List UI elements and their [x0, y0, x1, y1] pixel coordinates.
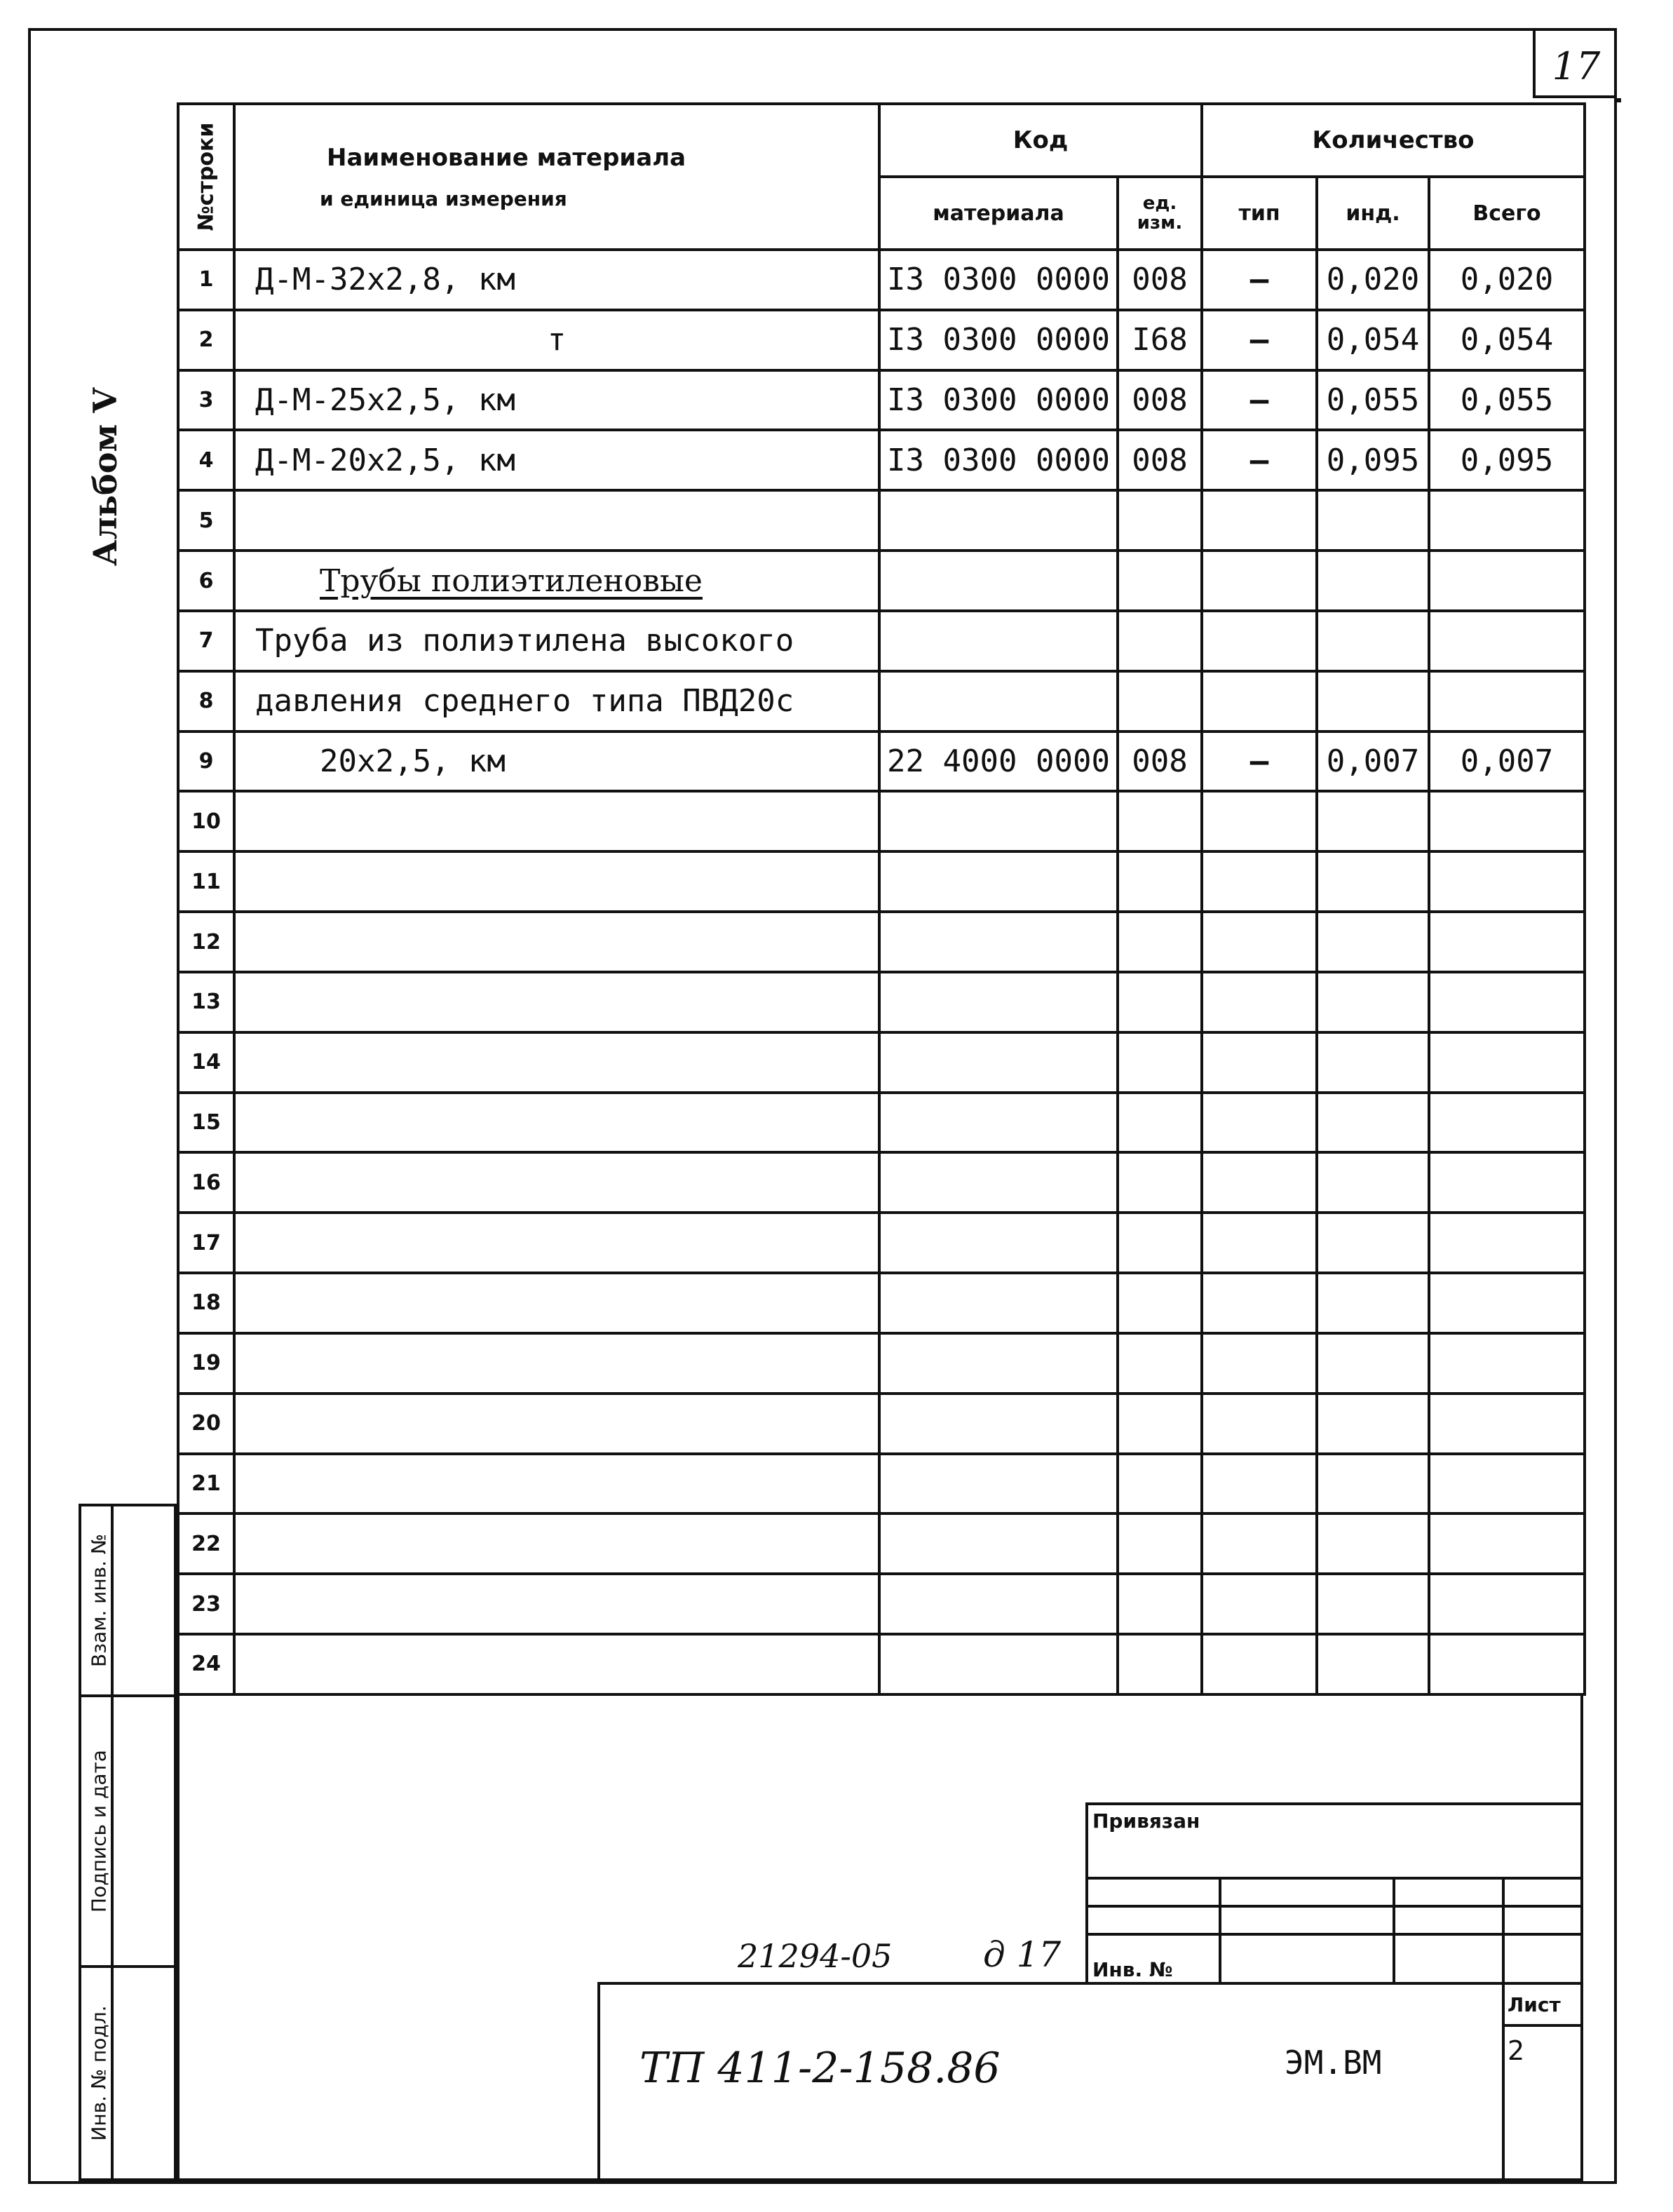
row-name: т [234, 310, 879, 370]
table-row [178, 731, 1585, 792]
row-material-code [879, 1093, 1118, 1153]
row-total [1429, 972, 1585, 1032]
row-material-code [879, 551, 1118, 611]
row-name [234, 1394, 879, 1454]
row-name [234, 1093, 879, 1153]
row-type [1202, 791, 1317, 851]
row-number: 17 [178, 1213, 234, 1273]
row-name [234, 1574, 879, 1634]
sheet-value: 2 [1508, 2035, 1525, 2066]
row-type [1202, 912, 1317, 972]
handwritten-number: 21294-05 [738, 1937, 893, 1975]
header-total: Всего [1429, 177, 1585, 250]
row-name [234, 972, 879, 1032]
handwritten-sheet: д 17 [983, 1934, 1062, 1975]
table-row [178, 430, 1585, 490]
row-type [1202, 1634, 1317, 1694]
row-total [1429, 490, 1585, 551]
row-unit-code [1118, 1213, 1202, 1273]
row-number: 8 [178, 671, 234, 731]
row-name: Д-М-20х2,5, км [234, 430, 879, 490]
row-ind [1317, 611, 1429, 671]
privyazan-col-3 [1502, 1877, 1505, 1985]
row-number: 6 [178, 551, 234, 611]
header-code: Код [879, 104, 1202, 177]
row-material-code: I3 0300 0000 [879, 250, 1118, 310]
row-material-code [879, 1513, 1118, 1574]
row-material-code [879, 1333, 1118, 1394]
header-name-line1: Наименование материала [327, 143, 686, 172]
row-total [1429, 851, 1585, 912]
header-material: материала [879, 177, 1118, 250]
row-number: 13 [178, 972, 234, 1032]
row-name: Д-М-32х2,8, км [234, 250, 879, 310]
row-type [1202, 1152, 1317, 1213]
row-total: 0,007 [1429, 731, 1585, 792]
row-type [1202, 1454, 1317, 1514]
row-name: 20х2,5, км [234, 731, 879, 792]
row-type: – [1202, 731, 1317, 792]
row-material-code [879, 912, 1118, 972]
table-row [178, 1093, 1585, 1153]
row-type [1202, 1273, 1317, 1333]
row-total [1429, 1454, 1585, 1514]
row-ind: 0,055 [1317, 370, 1429, 431]
row-material-code [879, 1634, 1118, 1694]
row-total [1429, 1574, 1585, 1634]
row-ind: 0,054 [1317, 310, 1429, 370]
row-number: 22 [178, 1513, 234, 1574]
header-name-line2: и единица измерения [320, 187, 567, 210]
row-number: 5 [178, 490, 234, 551]
row-ind [1317, 671, 1429, 731]
table-row [178, 1333, 1585, 1394]
row-ind [1317, 1394, 1429, 1454]
row-name [234, 912, 879, 972]
row-unit-code [1118, 1093, 1202, 1153]
row-ind [1317, 551, 1429, 611]
table-row [178, 1634, 1585, 1694]
table-row [178, 972, 1585, 1032]
row-name [234, 1213, 879, 1273]
row-unit-code: 008 [1118, 731, 1202, 792]
row-material-code [879, 1454, 1118, 1514]
row-number: 2 [178, 310, 234, 370]
strip-inv-podl-value [111, 1965, 177, 2181]
row-unit-code [1118, 1513, 1202, 1574]
header-quantity: Количество [1202, 104, 1585, 177]
row-type [1202, 490, 1317, 551]
page-number: 17 [1533, 28, 1617, 98]
row-unit-code: I68 [1118, 310, 1202, 370]
row-unit-code [1118, 1454, 1202, 1514]
row-total [1429, 1152, 1585, 1213]
row-name [234, 1152, 879, 1213]
row-unit-code [1118, 791, 1202, 851]
row-number: 14 [178, 1032, 234, 1093]
privyazan-line-2 [1085, 1905, 1583, 1908]
table-row [178, 551, 1585, 611]
row-material-code [879, 1273, 1118, 1333]
table-row [178, 370, 1585, 431]
table-row [178, 791, 1585, 851]
row-total [1429, 1273, 1585, 1333]
frame-tick [1614, 98, 1621, 102]
table-row [178, 1454, 1585, 1514]
table-row [178, 912, 1585, 972]
row-total [1429, 551, 1585, 611]
row-total [1429, 671, 1585, 731]
row-name [234, 1273, 879, 1333]
table-row [178, 1152, 1585, 1213]
inv-no-label: Инв. № [1092, 1958, 1173, 1981]
row-unit-code [1118, 912, 1202, 972]
row-name [234, 1032, 879, 1093]
row-material-code: I3 0300 0000 [879, 310, 1118, 370]
table-row [178, 490, 1585, 551]
title-block-area [177, 1693, 1583, 2181]
row-ind: 0,095 [1317, 430, 1429, 490]
strip-podpis-data: Подпись и дата [79, 1694, 114, 1968]
row-ind [1317, 912, 1429, 972]
sheet-divider [1502, 2024, 1583, 2027]
row-number: 24 [178, 1634, 234, 1694]
row-material-code [879, 1394, 1118, 1454]
row-total [1429, 1333, 1585, 1394]
privyazan-line-1 [1085, 1877, 1583, 1880]
row-name [234, 1513, 879, 1574]
row-ind [1317, 1093, 1429, 1153]
row-ind [1317, 851, 1429, 912]
row-total: 0,054 [1429, 310, 1585, 370]
strip-inv-podl: Инв. № подл. [79, 1965, 114, 2181]
table-row [178, 851, 1585, 912]
table-row [178, 611, 1585, 671]
row-ind [1317, 1333, 1429, 1394]
privyazan-col-2 [1393, 1877, 1395, 1985]
row-ind [1317, 1273, 1429, 1333]
header-row-number: №строки [178, 104, 234, 250]
row-ind [1317, 1152, 1429, 1213]
row-unit-code [1118, 1634, 1202, 1694]
row-number: 9 [178, 731, 234, 792]
row-ind [1317, 1634, 1429, 1694]
row-number: 12 [178, 912, 234, 972]
privyazan-col-1 [1219, 1877, 1221, 1985]
row-material-code [879, 1574, 1118, 1634]
table-row [178, 1032, 1585, 1093]
row-material-code [879, 972, 1118, 1032]
row-number: 7 [178, 611, 234, 671]
row-name [234, 1634, 879, 1694]
row-number: 16 [178, 1152, 234, 1213]
doc-code: ЭМ.ВМ [1285, 2044, 1382, 2082]
row-number: 19 [178, 1333, 234, 1394]
row-type [1202, 1394, 1317, 1454]
row-unit-code [1118, 490, 1202, 551]
row-number: 21 [178, 1454, 234, 1514]
table-row [178, 671, 1585, 731]
row-total [1429, 1032, 1585, 1093]
row-name [234, 851, 879, 912]
row-number: 20 [178, 1394, 234, 1454]
table-row [178, 1213, 1585, 1273]
album-label: Альбом V [86, 387, 124, 567]
row-unit-code [1118, 1394, 1202, 1454]
row-total [1429, 1093, 1585, 1153]
row-material-code [879, 671, 1118, 731]
row-type [1202, 1093, 1317, 1153]
row-unit-code [1118, 972, 1202, 1032]
row-material-code: 22 4000 0000 [879, 731, 1118, 792]
row-material-code [879, 1152, 1118, 1213]
row-type [1202, 1213, 1317, 1273]
header-name [234, 104, 879, 250]
row-type [1202, 1513, 1317, 1574]
row-number: 10 [178, 791, 234, 851]
left-stamp-strip [79, 1504, 177, 2181]
row-ind: 0,007 [1317, 731, 1429, 792]
row-unit-code: 008 [1118, 430, 1202, 490]
row-type [1202, 551, 1317, 611]
row-unit-code [1118, 671, 1202, 731]
row-unit-code [1118, 1032, 1202, 1093]
privyazan-line-3 [1085, 1933, 1583, 1936]
row-type [1202, 611, 1317, 671]
row-name [234, 791, 879, 851]
row-unit-code [1118, 1152, 1202, 1213]
row-number: 11 [178, 851, 234, 912]
row-material-code [879, 611, 1118, 671]
header-ind: инд. [1317, 177, 1429, 250]
row-ind [1317, 1213, 1429, 1273]
table-row [178, 310, 1585, 370]
row-unit-code [1118, 1574, 1202, 1634]
row-total: 0,020 [1429, 250, 1585, 310]
strip-vzam-inv: Взам. инв. № [79, 1504, 114, 1697]
row-ind [1317, 1513, 1429, 1574]
row-ind: 0,020 [1317, 250, 1429, 310]
row-type [1202, 972, 1317, 1032]
row-type [1202, 671, 1317, 731]
row-number: 3 [178, 370, 234, 431]
row-number: 23 [178, 1574, 234, 1634]
row-number: 4 [178, 430, 234, 490]
row-number: 15 [178, 1093, 234, 1153]
row-total [1429, 1513, 1585, 1574]
row-type: – [1202, 250, 1317, 310]
row-type: – [1202, 310, 1317, 370]
row-name [234, 1333, 879, 1394]
row-unit-code [1118, 1333, 1202, 1394]
row-name: Д-М-25х2,5, км [234, 370, 879, 431]
row-material-code [879, 490, 1118, 551]
row-type [1202, 851, 1317, 912]
row-ind [1317, 1032, 1429, 1093]
specification-table [177, 102, 1586, 1696]
row-material-code: I3 0300 0000 [879, 370, 1118, 431]
sheet-label: Лист [1508, 1993, 1561, 2016]
header-unit: ед. изм. [1118, 177, 1202, 250]
row-name [234, 490, 879, 551]
row-number: 1 [178, 250, 234, 310]
row-type [1202, 1333, 1317, 1394]
project-code: ТП 411-2-158.86 [639, 2044, 1001, 2093]
row-type: – [1202, 430, 1317, 490]
row-type: – [1202, 370, 1317, 431]
privyazan-label: Привязан [1092, 1809, 1200, 1833]
row-name: Труба из полиэтилена высокого [234, 611, 879, 671]
row-unit-code: 008 [1118, 370, 1202, 431]
row-ind [1317, 791, 1429, 851]
row-number: 18 [178, 1273, 234, 1333]
row-material-code: I3 0300 0000 [879, 430, 1118, 490]
row-total [1429, 1634, 1585, 1694]
row-ind [1317, 490, 1429, 551]
table-row [178, 1513, 1585, 1574]
strip-podpis-data-value [111, 1694, 177, 1968]
row-name: давления среднего типа ПВД20с [234, 671, 879, 731]
row-unit-code [1118, 551, 1202, 611]
table-row [178, 1394, 1585, 1454]
table-row [178, 1273, 1585, 1333]
row-unit-code: 008 [1118, 250, 1202, 310]
row-unit-code [1118, 1273, 1202, 1333]
row-type [1202, 1032, 1317, 1093]
header-type: тип [1202, 177, 1317, 250]
row-ind [1317, 972, 1429, 1032]
row-material-code [879, 1213, 1118, 1273]
row-total [1429, 611, 1585, 671]
row-total [1429, 1213, 1585, 1273]
row-type [1202, 1574, 1317, 1634]
row-material-code [879, 791, 1118, 851]
row-ind [1317, 1454, 1429, 1514]
row-total: 0,095 [1429, 430, 1585, 490]
row-total: 0,055 [1429, 370, 1585, 431]
row-material-code [879, 1032, 1118, 1093]
row-total [1429, 1394, 1585, 1454]
row-total [1429, 791, 1585, 851]
row-material-code [879, 851, 1118, 912]
row-name [234, 1454, 879, 1514]
table-row [178, 1574, 1585, 1634]
row-unit-code [1118, 851, 1202, 912]
row-total [1429, 912, 1585, 972]
row-ind [1317, 1574, 1429, 1634]
row-unit-code [1118, 611, 1202, 671]
strip-vzam-inv-value [111, 1504, 177, 1697]
table-row [178, 250, 1585, 310]
row-name: Трубы полиэтиленовые [234, 551, 879, 611]
